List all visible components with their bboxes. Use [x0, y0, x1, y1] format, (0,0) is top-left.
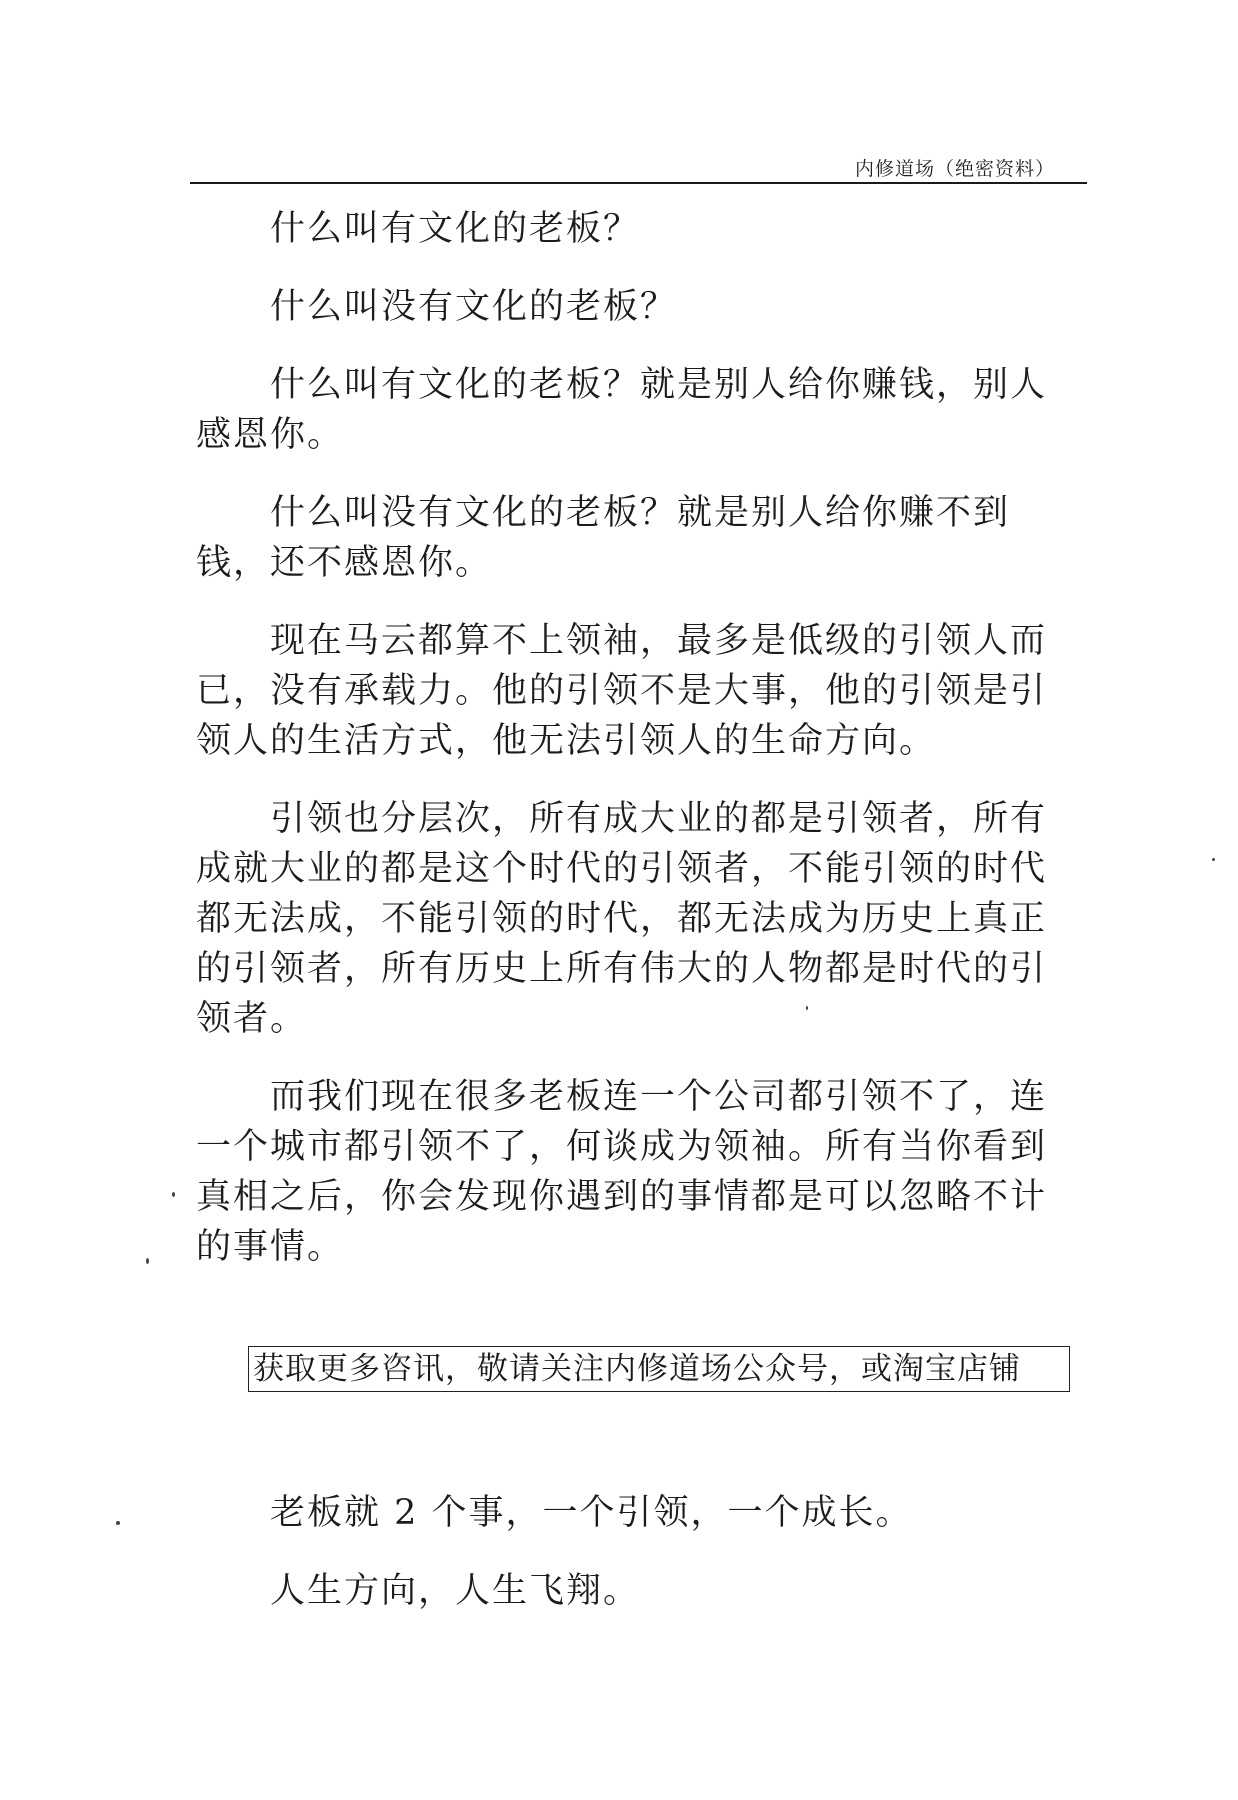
paragraph: 人生方向，人生飞翔。: [270, 1571, 641, 1611]
closing-text: [196, 1488, 1076, 1644]
paragraph: 而我们现在很多老板连一个公司都引领不了，连一个城市都引领不了，何谈成为领袖。所有当你看到真相之后，你会发现你遇到的事情都是可以忽略不计的事情。: [196, 1077, 1048, 1267]
header-title: 内修道场（绝密资料）: [854, 158, 1055, 180]
paragraph: 什么叫有文化的老板？: [270, 209, 641, 249]
page-header: [190, 152, 1087, 184]
main-text: [196, 204, 1076, 1300]
paragraph: 什么叫有文化的老板？就是别人给你赚钱，别人感恩你。: [196, 365, 1048, 455]
paragraph: 什么叫没有文化的老板？: [270, 287, 678, 327]
scan-speck: [146, 1258, 149, 1264]
paragraph: 现在马云都算不上领袖，最多是低级的引领人而已，没有承载力。他的引领不是大事，他的引领是引领人的生活方式，他无法引领人的生命方向。: [196, 621, 1048, 761]
paragraph: 老板就 2 个事，一个引领，一个成长。: [270, 1493, 913, 1533]
scan-speck: [806, 1006, 808, 1010]
notice-box: 获取更多咨讯，敬请关注内修道场公众号，或淘宝店铺: [248, 1346, 1070, 1392]
scan-speck: [172, 1192, 175, 1197]
paragraph: 引领也分层次，所有成大业的都是引领者，所有成就大业的都是这个时代的引领者，不能引领的时代都无法成，不能引领的时代，都无法成为历史上真正的引领者，所有历史上所有伟大的人物都是时代的引领者。: [196, 799, 1048, 1039]
scan-speck: [1212, 858, 1215, 861]
scan-speck: [116, 1521, 120, 1525]
paragraph: 什么叫没有文化的老板？就是别人给你赚不到钱，还不感恩你。: [196, 493, 1011, 583]
